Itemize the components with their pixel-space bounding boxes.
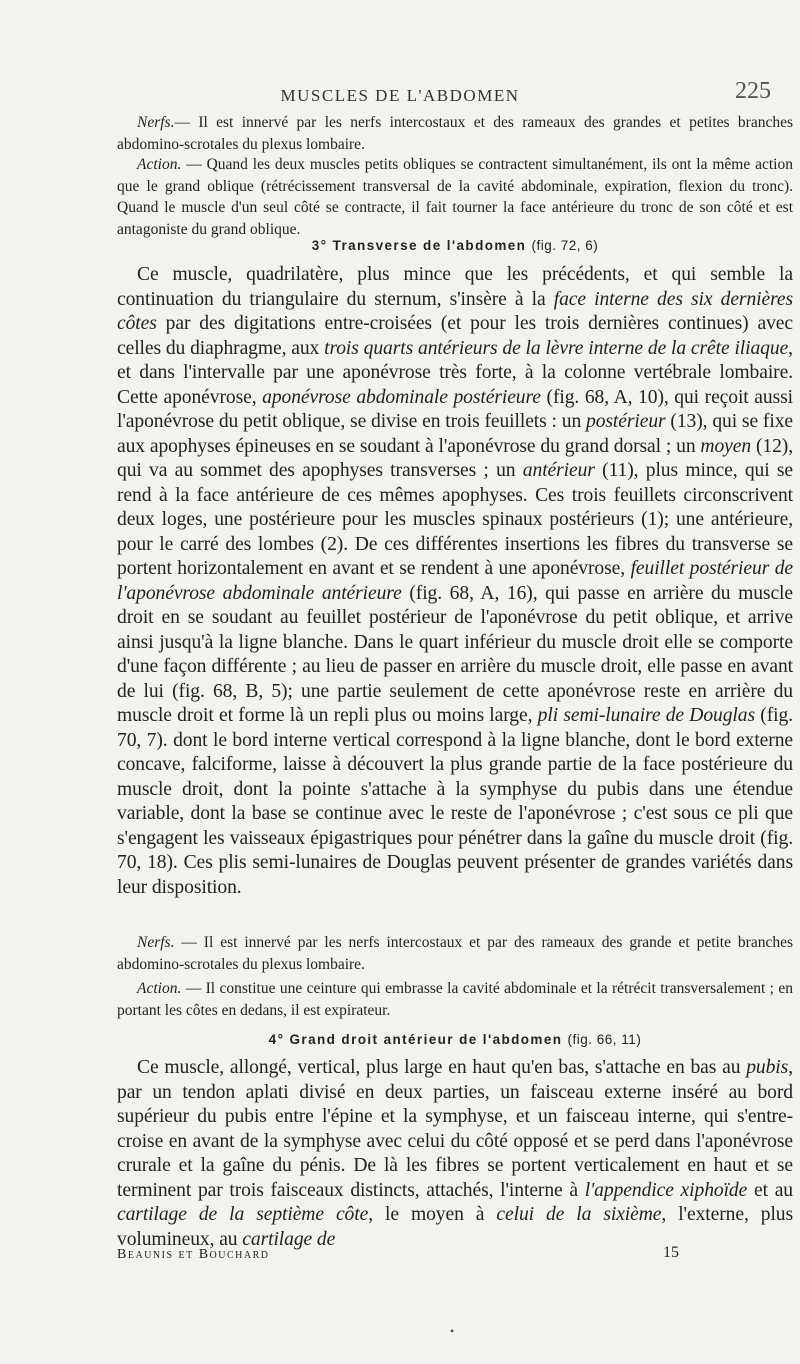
italic-run: moyen bbox=[700, 435, 752, 457]
italic-run: trois quarts antérieurs de la lèvre interne de la crête iliaque bbox=[324, 337, 789, 359]
text-run: , l'externe, plus volumineux, au bbox=[117, 1204, 794, 1250]
text-run: (fig. 70, 7). dont le bord interne vertical correspond à la ligne blanche, dont le bord externe concave, falciforme, laisse à découvert la plus grande partie de la face postérieure du muscle droit, dont la pointe s'attache à la symphyse du pubis dans une étendue variable, dont la base se continue avec le reste de l'aponévrose ; c'est sous ce pli que s'engagent les vaisseaux épigastriques pour pénétrer dans la gaîne du muscle droit (fig. 70, 18). Ces plis semi-lunaires de Douglas peuvent présenter de grandes variétés dans leur disposition. bbox=[117, 705, 793, 898]
heading-figure-ref: (fig. 66, 11) bbox=[567, 1032, 642, 1047]
text-run: , par un tendon aplati divisé en deux parties, un faisceau externe inséré au bord supérieur du pubis entre l'épine et la symphyse, et un faisceau interne, qui s'entre-croise en avant de la symphyse avec celui du côté opposé et se perd dans l'aponévrose crurale et la gaîne du pénis. De là les fibres se portent verticalement en haut et se terminent par trois faisceaux distincts, attachés, l'interne à bbox=[117, 1057, 793, 1201]
paragraph-nerfs-2 bbox=[117, 932, 793, 975]
text-run: Ce muscle, quadrilatère, plus mince que les précédents, et qui semble la continuation du triangulaire du sternum, s'insère à la bbox=[117, 264, 793, 310]
text-run: — Il est innervé par les nerfs intercostaux et des rameaux des grandes et petites branches abdomino-scrotales du plexus lombaire. bbox=[117, 114, 793, 153]
paragraph-transverse bbox=[117, 263, 793, 900]
paragraph-action-2 bbox=[117, 978, 793, 1021]
italic-run: Nerfs. bbox=[137, 114, 175, 131]
italic-run: pubis bbox=[746, 1057, 789, 1078]
text-run: — Il est innervé par les nerfs intercostaux et par des rameaux des grande et petite branches abdomino-scrotales du plexus lombaire. bbox=[117, 934, 793, 973]
text-run: — Il constitue une ceinture qui embrasse la cavité abdominale et la rétrécit transversalement ; en portant les côtes en dedans, il est expirateur. bbox=[117, 980, 793, 1019]
italic-run: face interne des six dernières côtes bbox=[117, 288, 793, 334]
text-run: par des digitations entre-croisées (et pour les trois dernières continues) avec celles du diaphragme, aux bbox=[117, 313, 793, 359]
page-number: 225 bbox=[735, 78, 771, 104]
italic-run: postérieur bbox=[586, 411, 666, 432]
paragraph-nerfs-1 bbox=[117, 112, 793, 155]
italic-run: cartilage de bbox=[242, 1228, 336, 1250]
paragraph-action-1 bbox=[117, 154, 793, 240]
footer-authors: Beaunis et Bouchard bbox=[117, 1247, 270, 1262]
heading-label: 3° Transverse de l'abdomen bbox=[311, 238, 527, 253]
italic-run: Action. bbox=[137, 980, 182, 997]
text-run: (13), qui se fixe aux apophyses épineuses en se soudant à l'aponévrose du grand dorsal ; un bbox=[117, 411, 793, 457]
text-run: , le moyen à bbox=[368, 1204, 497, 1225]
text-run: (fig. 68, A, 16), qui passe en arrière du muscle droit en se soudant au feuillet postérieur de l'aponévrose du petit oblique, et arrive ainsi jusqu'à la ligne blanche. Dans le quart inférieur du muscle droit elle se comporte d'une façon différente ; au lieu de passer en arrière du muscle droit, elle passe en avant de lui (fig. 68, B, 5); une partie seulement de cette aponévrose reste en arrière du muscle droit et forme là un repli plus ou moins large, bbox=[117, 582, 793, 726]
italic-run: l'appendice xiphoïde bbox=[584, 1179, 748, 1201]
italic-run: Action. bbox=[137, 156, 182, 173]
text-run: (fig. 68, A, 10), qui reçoit aussi l'aponévrose du petit oblique, se divise en trois feuillets : un bbox=[117, 386, 793, 432]
paragraph-grand-droit bbox=[117, 1056, 793, 1252]
text-run: — Quand les deux muscles petits obliques se contractent simultanément, ils ont la même action que le grand oblique (rétrécissement transversal de la cavité abdominale, expiration, flexion du tronc). Quand le muscle d'un seul côté se contracte, il fait tourner la face antérieure du tronc de son côté et est antagoniste du grand oblique. bbox=[117, 156, 793, 238]
section-heading-transverse bbox=[117, 238, 793, 253]
italic-run: antérieur bbox=[522, 460, 595, 481]
heading-figure-ref: (fig. 72, 6) bbox=[531, 238, 599, 253]
text-run: Ce muscle, allongé, vertical, plus large en haut qu'en bas, s'attache en bas au bbox=[137, 1057, 747, 1078]
italic-run: aponévrose abdominale postérieure bbox=[262, 386, 541, 408]
section-heading-grand-droit bbox=[117, 1032, 793, 1047]
text-run: et au bbox=[747, 1179, 793, 1201]
italic-run: feuillet postérieur de l'aponévrose abdominale antérieure bbox=[117, 558, 794, 604]
italic-run: cartilage de la septième côte bbox=[117, 1204, 369, 1225]
running-head: MUSCLES DE L'ABDOMEN bbox=[280, 86, 520, 105]
page-mark: • bbox=[450, 1324, 455, 1338]
footer-signature: 15 bbox=[663, 1244, 679, 1261]
text-run: , et dans l'intervalle par une aponévrose très forte, à la colonne vertébrale lombaire. Cette aponévrose, bbox=[117, 337, 793, 408]
italic-run: pli semi-lunaire de Douglas bbox=[537, 705, 756, 726]
italic-run: Nerfs. bbox=[137, 934, 175, 951]
text-run: (11), plus mince, qui se rend à la face antérieure de ces mêmes apophyses. Ces trois feuillets circonscrivent deux loges, une postérieure pour les muscles spinaux postérieurs (1); une antérieure, pour le carré des lombes (2). De ces différentes insertions les fibres du transverse se portent horizontalement en avant et se rendent à une aponévrose, bbox=[117, 460, 793, 579]
italic-run: celui de la sixième bbox=[496, 1204, 662, 1225]
text-run: (12), qui va au sommet des apophyses transverses ; un bbox=[117, 435, 793, 481]
heading-label: 4° Grand droit antérieur de l'abdomen bbox=[268, 1032, 563, 1047]
